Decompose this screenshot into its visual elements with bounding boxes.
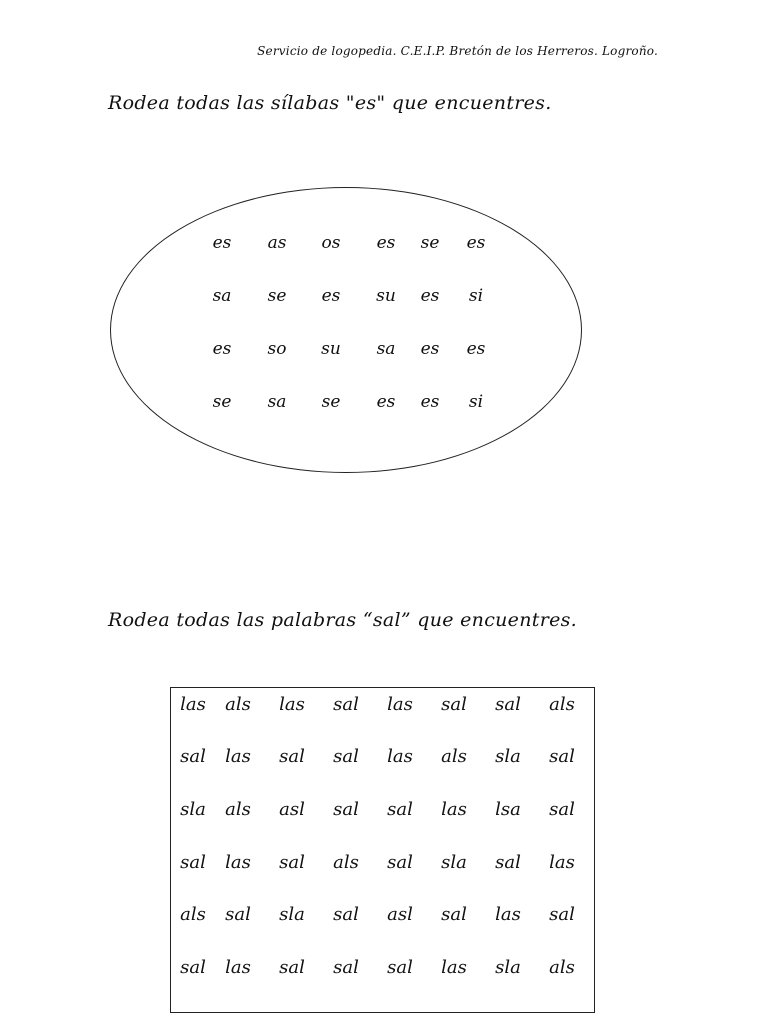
- syllable[interactable]: es: [212, 233, 232, 253]
- word[interactable]: als: [333, 852, 359, 873]
- word[interactable]: las: [225, 957, 251, 978]
- word[interactable]: sal: [180, 746, 206, 767]
- instruction-syllables: Rodea todas las sílabas "es" que encuentres.: [108, 92, 552, 114]
- syllable-ellipse: [110, 187, 582, 473]
- syllable[interactable]: as: [267, 233, 287, 253]
- syllable[interactable]: su: [376, 286, 396, 306]
- word[interactable]: las: [495, 904, 521, 925]
- word[interactable]: sal: [333, 799, 359, 820]
- word[interactable]: sal: [549, 746, 575, 767]
- syllable[interactable]: so: [267, 339, 287, 359]
- syllable[interactable]: se: [212, 392, 232, 412]
- word[interactable]: las: [387, 694, 413, 715]
- word[interactable]: sla: [279, 904, 305, 925]
- word[interactable]: sal: [225, 904, 251, 925]
- word-row: [0, 746, 768, 772]
- word[interactable]: asl: [387, 904, 413, 925]
- word[interactable]: sal: [549, 799, 575, 820]
- word[interactable]: asl: [279, 799, 305, 820]
- word[interactable]: sal: [333, 957, 359, 978]
- word[interactable]: sla: [495, 746, 521, 767]
- word[interactable]: las: [549, 852, 575, 873]
- word-row: [0, 694, 768, 720]
- word[interactable]: sal: [333, 694, 359, 715]
- page-header-credit: Servicio de logopedia. C.E.I.P. Bretón de los Herreros. Logroño.: [257, 44, 658, 58]
- word[interactable]: lsa: [495, 799, 521, 820]
- word[interactable]: sal: [333, 904, 359, 925]
- syllable-row: [0, 286, 768, 310]
- syllable[interactable]: es: [420, 286, 440, 306]
- word[interactable]: sla: [441, 852, 467, 873]
- word[interactable]: sal: [387, 799, 413, 820]
- syllable[interactable]: se: [420, 233, 440, 253]
- word[interactable]: las: [225, 852, 251, 873]
- syllable[interactable]: es: [466, 339, 486, 359]
- word[interactable]: sal: [180, 957, 206, 978]
- syllable[interactable]: es: [321, 286, 341, 306]
- syllable[interactable]: es: [376, 233, 396, 253]
- word[interactable]: als: [549, 957, 575, 978]
- syllable[interactable]: si: [468, 286, 484, 306]
- syllable[interactable]: es: [420, 392, 440, 412]
- word[interactable]: las: [225, 746, 251, 767]
- syllable[interactable]: os: [321, 233, 341, 253]
- word[interactable]: las: [441, 799, 467, 820]
- word[interactable]: las: [180, 694, 206, 715]
- word[interactable]: sal: [495, 694, 521, 715]
- syllable[interactable]: sa: [212, 286, 232, 306]
- syllable[interactable]: es: [420, 339, 440, 359]
- word[interactable]: las: [441, 957, 467, 978]
- word[interactable]: sal: [441, 694, 467, 715]
- word[interactable]: als: [549, 694, 575, 715]
- word[interactable]: sal: [279, 852, 305, 873]
- word[interactable]: sal: [333, 746, 359, 767]
- word[interactable]: sal: [387, 852, 413, 873]
- syllable[interactable]: sa: [376, 339, 396, 359]
- word[interactable]: sal: [495, 852, 521, 873]
- syllable[interactable]: sa: [267, 392, 287, 412]
- word[interactable]: sal: [279, 746, 305, 767]
- syllable-row: [0, 339, 768, 363]
- word-row: [0, 799, 768, 825]
- word[interactable]: sal: [441, 904, 467, 925]
- word-row: [0, 852, 768, 878]
- word[interactable]: sal: [549, 904, 575, 925]
- word[interactable]: als: [180, 904, 206, 925]
- syllable-row: [0, 233, 768, 257]
- word[interactable]: als: [225, 799, 251, 820]
- syllable-row: [0, 392, 768, 416]
- syllable[interactable]: su: [321, 339, 341, 359]
- instruction-words: Rodea todas las palabras “sal” que encuentres.: [108, 609, 578, 631]
- syllable[interactable]: se: [267, 286, 287, 306]
- word-row: [0, 957, 768, 983]
- syllable[interactable]: es: [212, 339, 232, 359]
- word[interactable]: sal: [180, 852, 206, 873]
- word[interactable]: las: [387, 746, 413, 767]
- word[interactable]: sla: [495, 957, 521, 978]
- word[interactable]: als: [225, 694, 251, 715]
- word[interactable]: las: [279, 694, 305, 715]
- word[interactable]: sla: [180, 799, 206, 820]
- syllable[interactable]: si: [468, 392, 484, 412]
- word[interactable]: sal: [279, 957, 305, 978]
- word[interactable]: sal: [387, 957, 413, 978]
- syllable[interactable]: es: [376, 392, 396, 412]
- syllable[interactable]: se: [321, 392, 341, 412]
- syllable[interactable]: es: [466, 233, 486, 253]
- word[interactable]: als: [441, 746, 467, 767]
- word-row: [0, 904, 768, 930]
